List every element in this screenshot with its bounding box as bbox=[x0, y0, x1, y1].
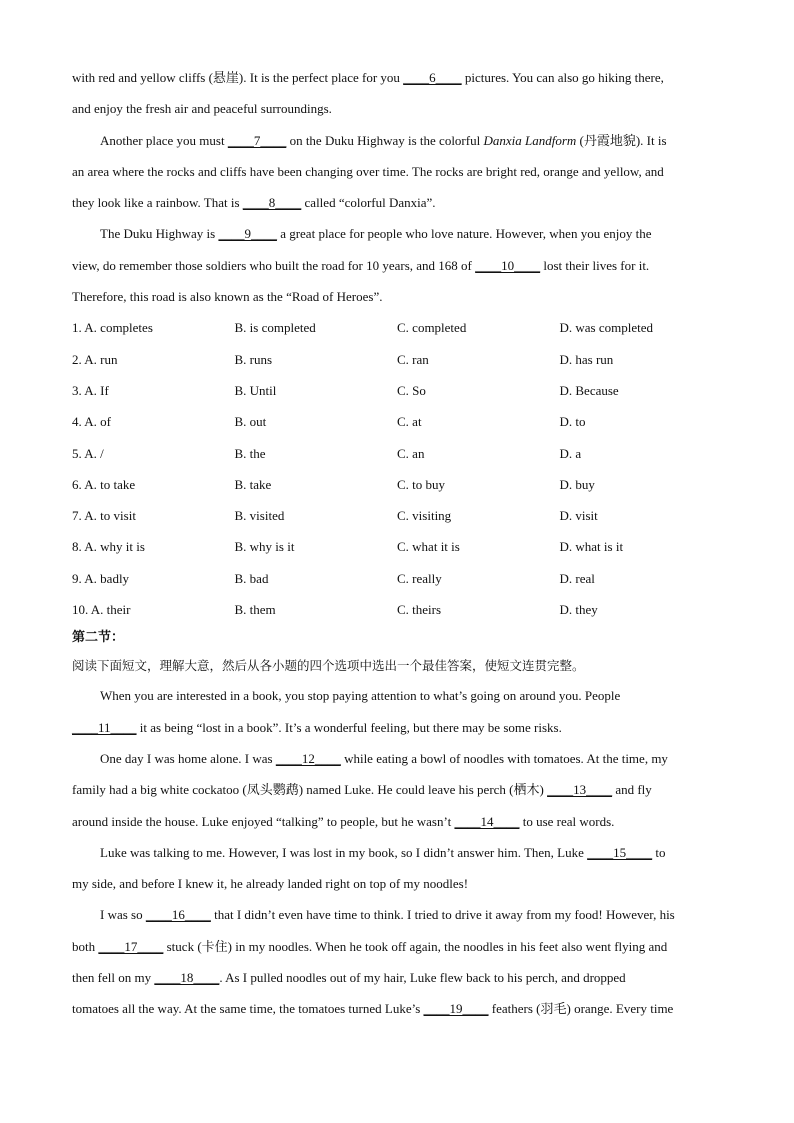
option-c: C. what it is bbox=[397, 539, 460, 555]
question-row bbox=[72, 531, 722, 562]
option-c: C. theirs bbox=[397, 602, 442, 618]
text-line: ____11____ it as being “lost in a book”. It’s a wonderful feeling, but there may be some risks. bbox=[72, 719, 562, 735]
option-a: 8. A. why it is bbox=[72, 539, 145, 555]
option-b: B. bad bbox=[234, 570, 269, 586]
blank-8: ____8____ bbox=[242, 195, 302, 211]
option-d: D. visit bbox=[559, 508, 598, 524]
question-row bbox=[72, 500, 722, 531]
option-b: B. runs bbox=[234, 351, 273, 367]
text-line: an area where the rocks and cliffs have been changing over time. The rocks are bright red, orange and yellow, and bbox=[72, 163, 664, 179]
blank-12: ____12____ bbox=[275, 750, 341, 766]
option-c: C. So bbox=[397, 382, 426, 398]
text-line: with red and yellow cliffs (悬崖). It is the perfect place for you ____6____ pictures. You can also go hiking there, bbox=[72, 70, 664, 85]
option-d: D. they bbox=[559, 602, 598, 618]
option-a: 3. A. If bbox=[72, 382, 109, 398]
blank-11: ____11____ bbox=[72, 719, 137, 735]
option-b: B. why is it bbox=[234, 539, 295, 555]
option-c: C. really bbox=[397, 570, 442, 586]
option-a: 10. A. their bbox=[72, 602, 131, 618]
option-a: 2. A. run bbox=[72, 351, 118, 367]
option-c: C. ran bbox=[397, 351, 429, 367]
question-row bbox=[72, 469, 722, 500]
question-row bbox=[72, 344, 722, 375]
option-b: B. is completed bbox=[234, 320, 316, 336]
question-row bbox=[72, 563, 722, 594]
blank-7: ____7____ bbox=[227, 132, 287, 148]
option-a: 9. A. badly bbox=[72, 570, 130, 586]
question-row bbox=[72, 438, 722, 469]
passage1-paragraph-3 bbox=[72, 218, 722, 312]
option-b: B. them bbox=[234, 602, 276, 618]
blank-15: ____15____ bbox=[587, 844, 653, 860]
blank-9: ____9____ bbox=[218, 226, 277, 242]
text-line: Luke was talking to me. However, I was lost in my book, so I didn’t answer him. Then, Luke ____15____ to bbox=[100, 844, 666, 860]
document-page bbox=[72, 62, 722, 1025]
text-line: The Duku Highway is ____9____ a great place for people who love nature. However, when you enjoy the bbox=[100, 226, 652, 242]
option-c: C. an bbox=[397, 445, 425, 461]
option-c: C. at bbox=[397, 414, 422, 430]
option-b: B. out bbox=[234, 414, 267, 430]
passage2-paragraph-2 bbox=[72, 743, 722, 837]
option-b: B. the bbox=[234, 445, 266, 461]
text-line: Therefore, this road is also known as the “Road of Heroes”. bbox=[72, 289, 383, 305]
option-d: D. was completed bbox=[559, 320, 654, 336]
text-line: view, do remember those soldiers who built the road for 10 years, and 168 of ____10____ lost their lives for it. bbox=[72, 257, 650, 273]
text-line: Another place you must ____7____ on the Duku Highway is the colorful Danxia Landform (丹霞地貌). It is bbox=[100, 132, 667, 148]
blank-19: ____19____ bbox=[423, 1001, 489, 1017]
option-b: B. Until bbox=[234, 382, 277, 398]
text-line: When you are interested in a book, you stop paying attention to what’s going on around you. People bbox=[100, 688, 621, 704]
text-line: One day I was home alone. I was ____12____ while eating a bowl of noodles with tomatoes. At the time, my bbox=[100, 750, 668, 766]
blank-14: ____14____ bbox=[454, 813, 520, 829]
passage1-paragraph-2 bbox=[72, 125, 722, 219]
section-title: 第二节： bbox=[72, 630, 125, 646]
question-row bbox=[72, 594, 722, 625]
passage2-paragraph-1 bbox=[72, 680, 722, 743]
option-d: D. a bbox=[559, 445, 582, 461]
option-d: D. has run bbox=[559, 351, 614, 367]
option-d: D. Because bbox=[559, 382, 619, 398]
option-b: B. take bbox=[234, 476, 272, 492]
option-d: D. buy bbox=[559, 476, 595, 492]
option-a: 1. A. completes bbox=[72, 320, 153, 336]
passage2-paragraph-3 bbox=[72, 837, 722, 900]
section-instruction: 阅读下面短文，理解大意，然后从各小题的四个选项中选出一个最佳答案，使短文连贯完整。 bbox=[72, 658, 585, 674]
option-c: C. to buy bbox=[397, 476, 446, 492]
blank-13: ____13____ bbox=[547, 782, 613, 798]
text-line: around inside the house. Luke enjoyed “talking” to people, but he wasn’t ____14____ to use real words. bbox=[72, 813, 615, 829]
option-a: 7. A. to visit bbox=[72, 508, 136, 524]
text-line: my side, and before I knew it, he already landed right on top of my noodles! bbox=[72, 876, 469, 892]
text-line: I was so ____16____ that I didn’t even have time to think. I tried to drive it away from my food! However, his bbox=[100, 907, 675, 923]
option-d: D. what is it bbox=[559, 539, 624, 555]
text-line: both ____17____ stuck (卡住) in my noodles. When he took off again, the noodles in his feet also went flying and bbox=[72, 938, 668, 954]
option-c: C. visiting bbox=[397, 508, 452, 524]
option-d: D. real bbox=[559, 570, 595, 586]
text-line: family had a big white cockatoo (凤头鹦鹉) named Luke. He could leave his perch (栖木) ____13____ and fly bbox=[72, 782, 652, 798]
text-line: they look like a rainbow. That is ____8____ called “colorful Danxia”. bbox=[72, 195, 436, 211]
option-c: C. completed bbox=[397, 320, 467, 336]
question-row bbox=[72, 406, 722, 437]
blank-18: ____18____ bbox=[154, 970, 220, 986]
blank-10: ____10____ bbox=[475, 257, 541, 273]
passage2-paragraph-4 bbox=[72, 899, 722, 1024]
blank-6: ____6____ bbox=[403, 70, 462, 85]
text-line: tomatoes all the way. At the same time, the tomatoes turned Luke’s ____19____ feathers (羽毛) orange. Every time bbox=[72, 1001, 674, 1017]
option-b: B. visited bbox=[234, 508, 285, 524]
passage1-paragraph-1 bbox=[72, 62, 722, 125]
blank-17: ____17____ bbox=[98, 938, 164, 954]
option-a: 6. A. to take bbox=[72, 476, 136, 492]
question-row bbox=[72, 375, 722, 406]
option-d: D. to bbox=[559, 414, 586, 430]
options-list bbox=[72, 312, 722, 625]
text-line: then fell on my ____18____. As I pulled noodles out of my hair, Luke flew back to his perch, and dropped bbox=[72, 970, 626, 986]
option-a: 5. A. / bbox=[72, 445, 104, 461]
question-row bbox=[72, 312, 722, 343]
blank-16: ____16____ bbox=[145, 907, 211, 923]
text-line: and enjoy the fresh air and peaceful surroundings. bbox=[72, 101, 332, 117]
option-a: 4. A. of bbox=[72, 414, 111, 430]
